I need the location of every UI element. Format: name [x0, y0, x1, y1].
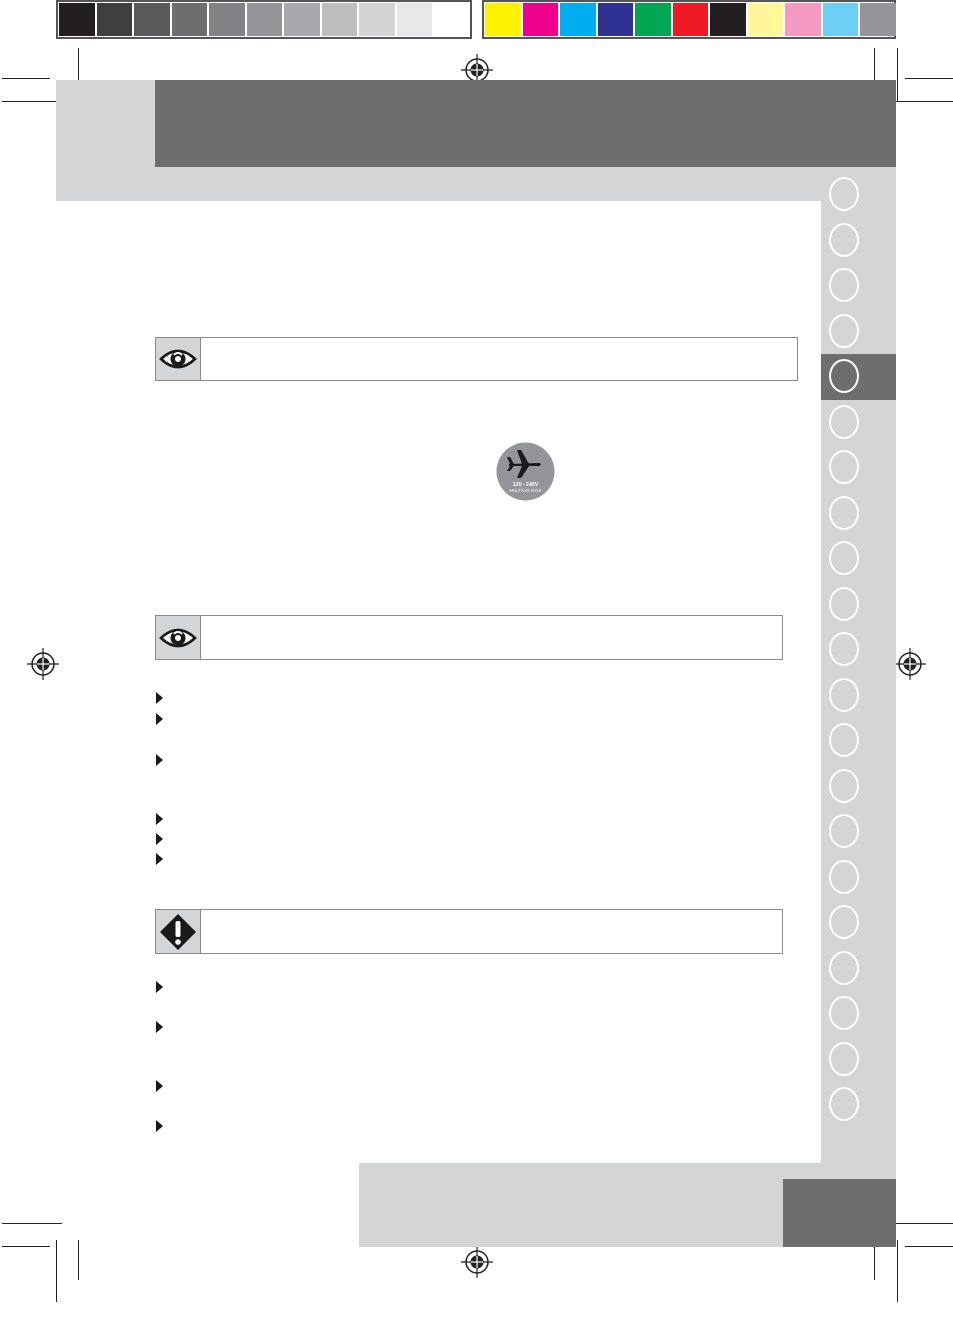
crop-mark: [2, 101, 62, 102]
registration-mark-icon: [461, 1246, 493, 1278]
language-tab[interactable]: [829, 1042, 859, 1076]
language-tab[interactable]: [829, 541, 859, 575]
badge-mode-label: MULTIVOLTAGE: [509, 488, 542, 493]
process-color-swatch: [635, 3, 671, 36]
list-bullet: [156, 813, 163, 825]
list-bullet: [156, 833, 163, 845]
warning-icon: [158, 912, 198, 952]
header-dark-band: [155, 80, 896, 167]
process-color-swatch: [785, 3, 821, 36]
process-color-swatch: [710, 3, 746, 36]
registration-mark-icon: [27, 648, 59, 680]
section-icon-cell: [156, 616, 201, 659]
process-color-swatch: [748, 3, 784, 36]
gray-swatch: [359, 3, 395, 36]
section-icon-cell: [156, 338, 201, 380]
crop-mark: [905, 78, 953, 79]
gray-swatch: [59, 3, 95, 36]
process-color-swatch: [673, 3, 709, 36]
language-tab[interactable]: [829, 587, 859, 621]
crop-mark: [897, 48, 898, 102]
section-icon-cell: [156, 910, 201, 953]
crop-mark: [2, 1246, 50, 1247]
process-color-swatch: [523, 3, 559, 36]
language-tab[interactable]: [829, 996, 859, 1030]
section-header-box: [155, 337, 798, 381]
process-color-swatch: [823, 3, 859, 36]
process-color-swatch: [485, 3, 521, 36]
language-tab[interactable]: [829, 723, 859, 757]
gray-swatch: [97, 3, 133, 36]
gray-swatch: [434, 3, 470, 36]
gray-swatch: [172, 3, 208, 36]
registration-mark-icon: [894, 648, 926, 680]
list-bullet: [156, 1021, 163, 1033]
language-tab[interactable]: [829, 223, 859, 257]
language-tab[interactable]: [829, 632, 859, 666]
gray-swatch: [209, 3, 245, 36]
list-bullet: [156, 713, 163, 725]
language-tab[interactable]: [829, 814, 859, 848]
list-bullet: [156, 754, 163, 766]
language-tab[interactable]: [829, 769, 859, 803]
language-tab[interactable]: [829, 905, 859, 939]
language-tab[interactable]: [829, 496, 859, 530]
eye-icon: [159, 625, 197, 651]
crop-mark: [2, 78, 50, 79]
section-header-box: [155, 615, 783, 660]
list-bullet: [156, 1080, 163, 1092]
language-tab[interactable]: [829, 405, 859, 439]
section-header-box: [155, 909, 783, 954]
list-bullet: [156, 1120, 163, 1132]
page-number-block: [783, 1179, 896, 1247]
list-bullet: [156, 692, 163, 704]
crop-mark: [893, 1223, 953, 1224]
crop-mark: [897, 1240, 898, 1302]
crop-mark: [905, 1246, 953, 1247]
language-tab[interactable]: [829, 177, 859, 211]
eye-icon: [159, 346, 197, 372]
multivoltage-travel-badge: [496, 442, 555, 501]
crop-mark: [2, 1223, 62, 1224]
language-tab[interactable]: [829, 268, 859, 302]
language-tab[interactable]: [829, 314, 859, 348]
process-color-swatch: [860, 3, 896, 36]
crop-mark: [56, 1240, 57, 1302]
gray-swatch: [397, 3, 433, 36]
language-tab[interactable]: [829, 678, 859, 712]
gray-swatch: [247, 3, 283, 36]
crop-mark: [893, 101, 953, 102]
language-tab[interactable]: [829, 860, 859, 894]
language-tab[interactable]: [829, 450, 859, 484]
badge-voltage-label: 120 - 240V: [512, 482, 539, 488]
language-tab[interactable]: [829, 951, 859, 985]
crop-mark: [78, 1240, 79, 1280]
gray-swatch: [322, 3, 358, 36]
process-color-swatch: [560, 3, 596, 36]
language-tab[interactable]: [829, 1087, 859, 1121]
process-color-swatch: [598, 3, 634, 36]
gray-swatch: [284, 3, 320, 36]
list-bullet: [156, 981, 163, 993]
list-bullet: [156, 853, 163, 865]
gray-swatch: [134, 3, 170, 36]
language-tab[interactable]: [829, 359, 859, 393]
